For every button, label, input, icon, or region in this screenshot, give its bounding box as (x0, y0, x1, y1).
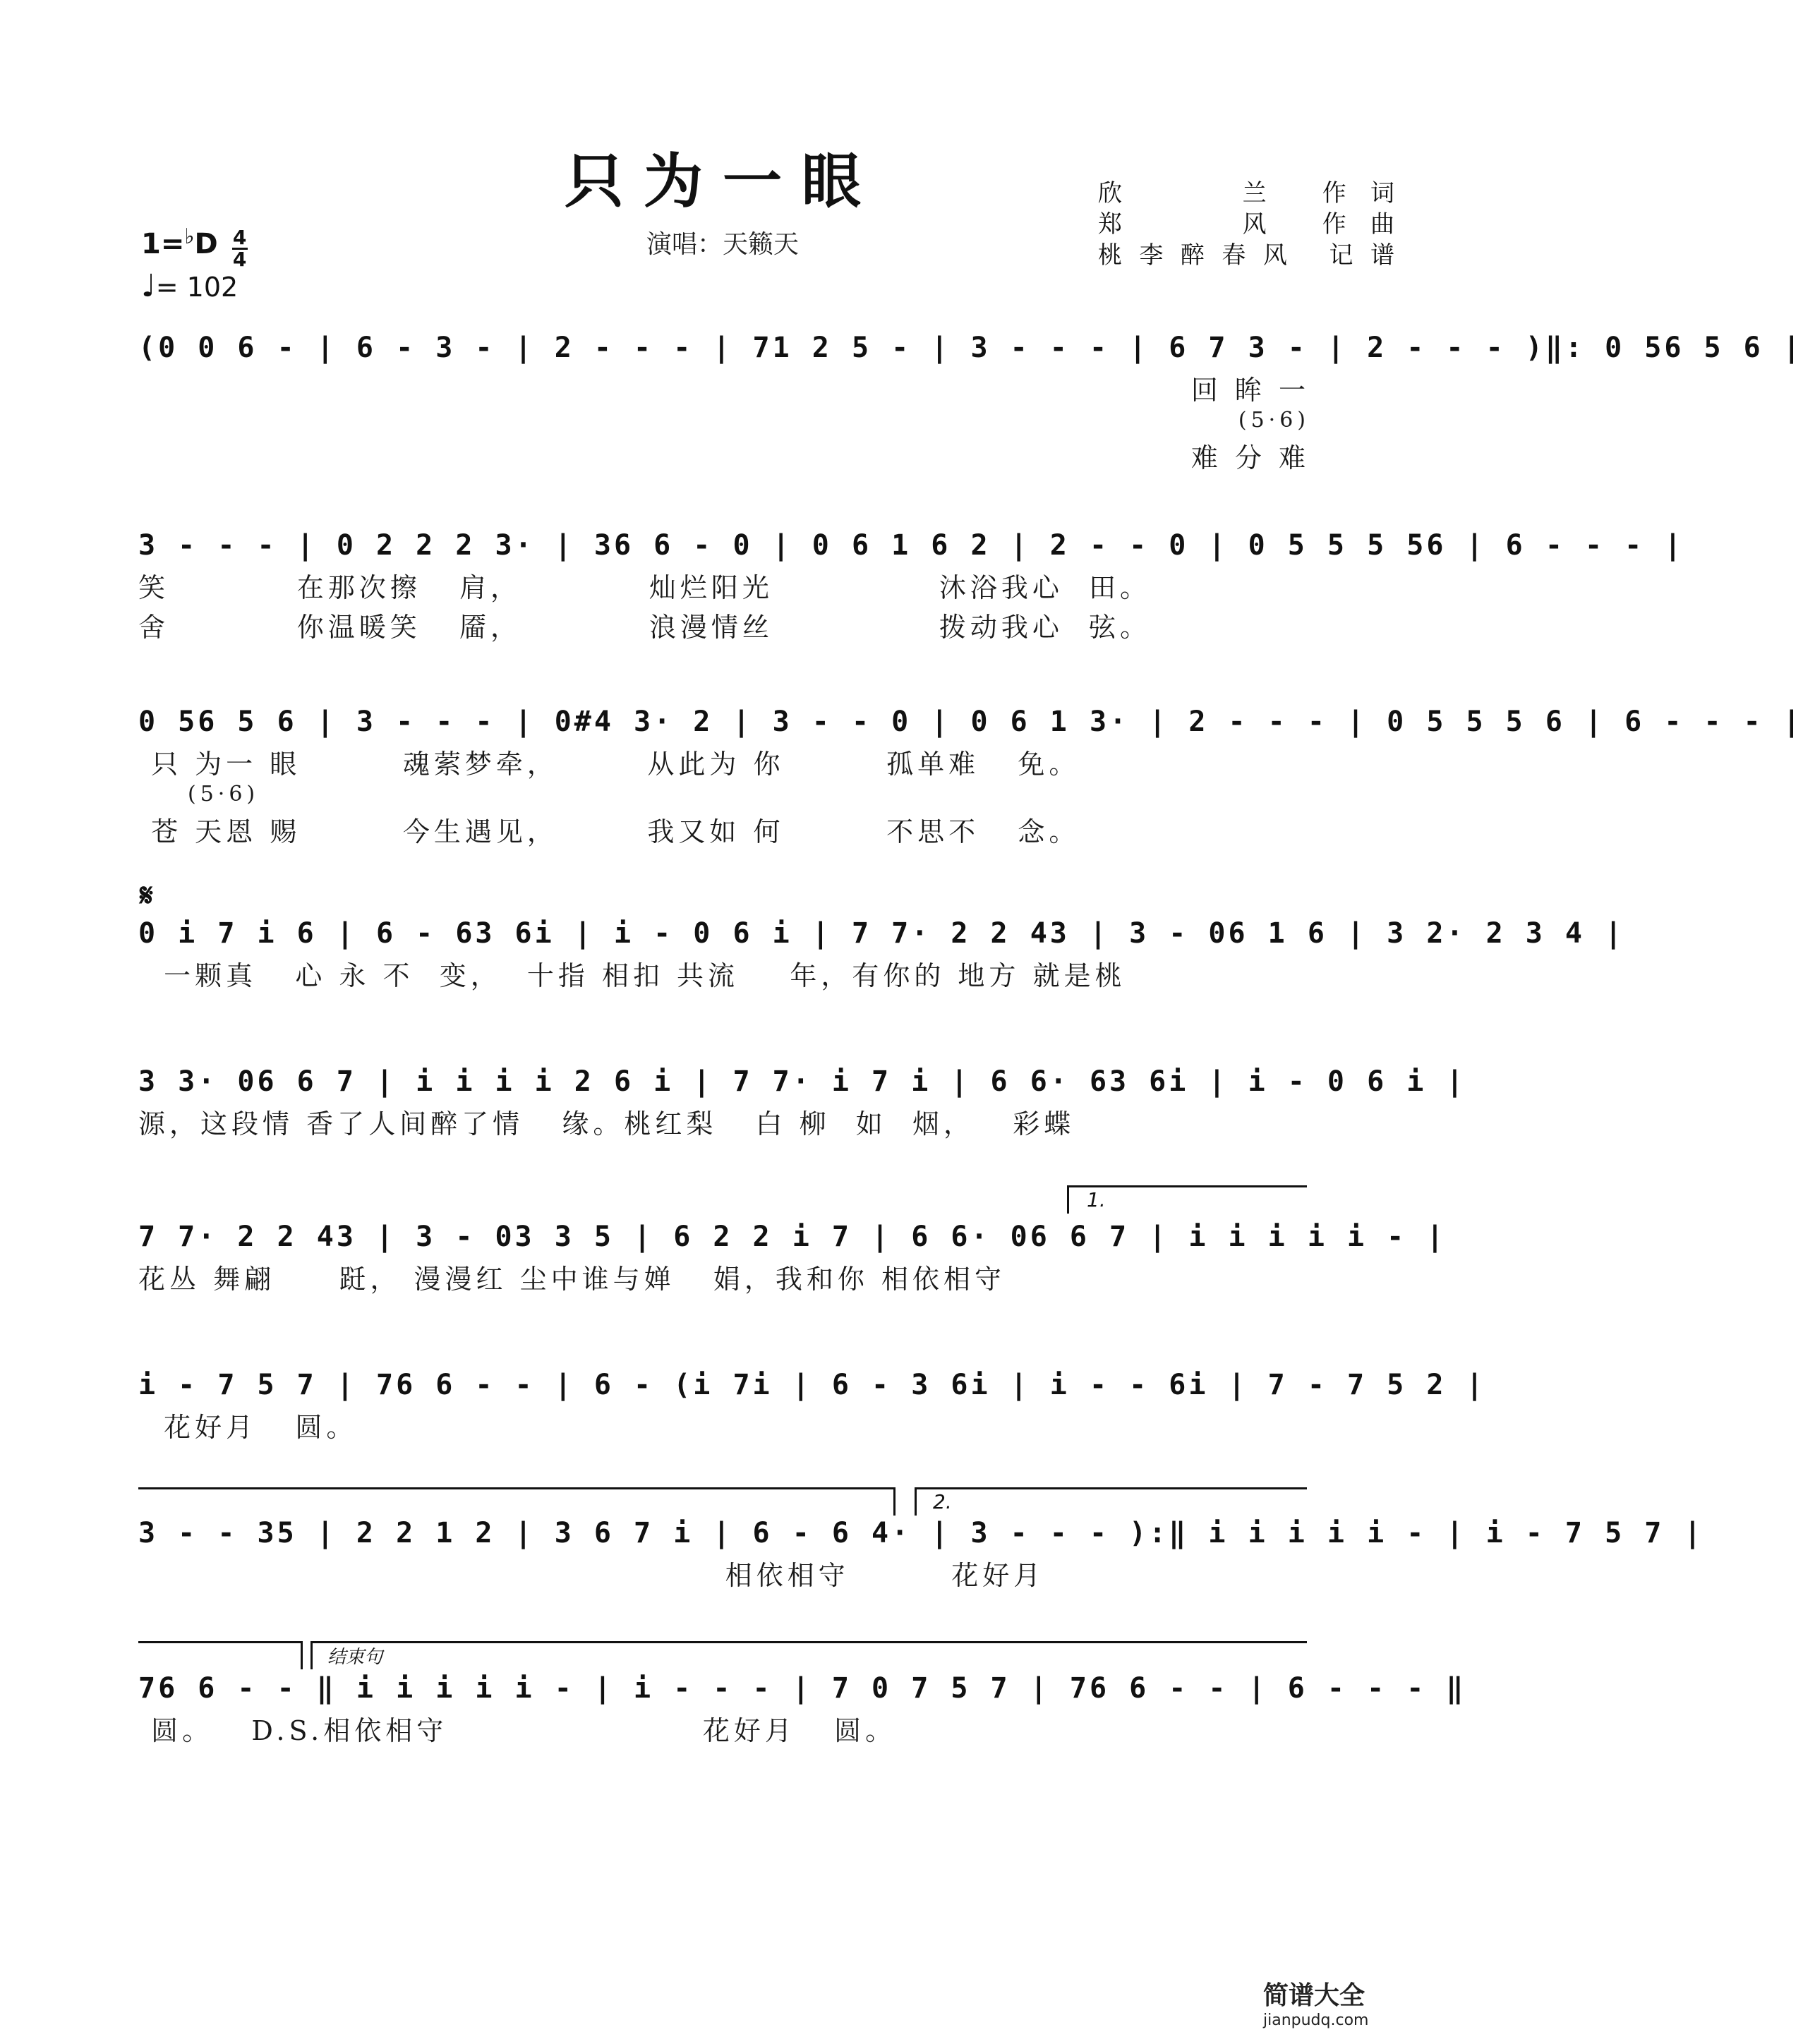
lyric-line: 圆。 D.S.相依相守 花好月 圆。 (138, 1715, 897, 1746)
credits (1098, 178, 1394, 271)
notes-line: 0 i 7 i 6 | 6 - 63 6i | i - 0 6 i | 7 7· 2 2 43 | 3 - 06 1 6 | 3 2· 2 3 4 | (138, 917, 1625, 950)
volta-1-continuation (138, 1487, 893, 1489)
notes-line: 76 6 - - ‖ i i i i i - | i - - - | 7 0 7 5 7 | 76 6 - - | 6 - - - ‖ (138, 1672, 1466, 1705)
volta-2-end-hook (301, 1641, 303, 1669)
time-top: 4 (232, 226, 247, 249)
score-system-6 (138, 1221, 1447, 1297)
lyric-line: 只 为一 眼 魂萦梦牵， 从此为 你 孤单难 免。 (138, 749, 1080, 780)
lyric-alt-notes: (5·6) (188, 782, 260, 806)
lyric-line: 苍 天恩 赐 今生遇见， 我又如 何 不思不 念。 (138, 816, 1080, 847)
time-bottom: 4 (232, 248, 247, 271)
volta-1-bracket (1067, 1185, 1307, 1187)
volta-2-continuation (138, 1641, 301, 1643)
singer-line: 演唱：天籁天 (646, 230, 799, 259)
lyric-line: 相依相守 花好月 (138, 1560, 1045, 1591)
score-system-7 (138, 1369, 1486, 1445)
credit-composer: 郑 风 作曲 (1098, 210, 1394, 238)
notes-line: (0 0 6 - | 6 - 3 - | 2 - - - | 71 2 5 - | 3 - - - | 6 7 3 - | 2 - - - )‖: 0 56 5 6 | (138, 332, 1803, 364)
volta-1-label: 1. (1087, 1188, 1106, 1211)
lyric-line: 花好月 圆。 (138, 1412, 358, 1443)
page-title: 只为一眼 (564, 146, 881, 216)
ending-bracket (310, 1641, 1307, 1643)
lyric-line: 难 分 难 (1190, 442, 1310, 473)
notes-line: 3 - - - | 0 2 2 2 3· | 36 6 - 0 | 0 6 1 6 2 | 2 - - 0 | 0 5 5 5 56 | 6 - - - | (138, 529, 1684, 562)
lyric-alt-notes: (5·6) (1238, 408, 1310, 433)
tempo-mark (141, 268, 238, 304)
volta-1-end-hook (893, 1487, 896, 1516)
key-note: D (194, 228, 218, 260)
credit-lyricist: 欣 兰 作词 (1098, 179, 1394, 207)
ending-label: 结束句 (327, 1647, 383, 1668)
score-system-8 (138, 1517, 1704, 1593)
notes-line: 7 7· 2 2 43 | 3 - 03 3 5 | 6 2 2 i 7 | 6 6· 06 6 7 | i i i i i - | (138, 1221, 1447, 1253)
credit-transcriber: 桃李醉春风 记谱 (1098, 241, 1394, 270)
notes-line: 0 56 5 6 | 3 - - - | 0#4 3· 2 | 3 - - 0 | 0 6 1 3· | 2 - - - | 0 5 5 5 6 | 6 - - - | (138, 706, 1803, 738)
key-label: 1= (141, 228, 185, 260)
notes-line: 3 - - 35 | 2 2 1 2 | 3 6 7 i | 6 - 6 4· | 3 - - - ):‖ i i i i i - | i - 7 5 7 | (138, 1517, 1704, 1549)
watermark-url: jianpudq.com (1263, 2012, 1369, 2029)
key-signature (141, 224, 248, 270)
lyric-line: 源，这段情 香了人间醉了情 缘。桃红梨 白 柳 如 烟， 彩蝶 (138, 1108, 1075, 1139)
score-system-1 (138, 332, 1803, 476)
notes-line: i - 7 5 7 | 76 6 - - | 6 - (i 7i | 6 - 3 6i | i - - 6i | 7 - 7 5 2 | (138, 1369, 1486, 1401)
lyric-line: 回 眸 一 (1190, 375, 1310, 406)
tempo-value: = 102 (155, 272, 239, 303)
lyric-line: 笑 在那次擦 肩， 灿烂阳光 沐浴我心 田。 (138, 572, 1152, 603)
watermark-name: 简谱大全 (1263, 1981, 1365, 2010)
segno-icon: 𝄋 (140, 878, 153, 914)
score-system-4 (138, 917, 1625, 993)
volta-2-hook (915, 1487, 917, 1516)
lyric-line: 舍 你温暖笑 靥， 浪漫情丝 拨动我心 弦。 (138, 612, 1152, 643)
volta-1-hook (1067, 1185, 1069, 1214)
time-signature (232, 228, 248, 270)
score-system-9 (138, 1672, 1466, 1748)
lyric-line: 花丛 舞翩 跹， 漫漫红 尘中谁与婵 娟，我和你 相依相守 (138, 1264, 1006, 1295)
lyric-line: 一颗真 心 永 不 变， 十指 相扣 共流 年，有你的 地方 就是桃 (138, 960, 1126, 991)
notes-line: 3 3· 06 6 7 | i i i i 2 6 i | 7 7· i 7 i | 6 6· 63 6i | i - 0 6 i | (138, 1065, 1466, 1098)
flat-icon: ♭ (184, 224, 195, 249)
ending-hook (310, 1641, 313, 1669)
volta-2-label: 2. (933, 1490, 952, 1513)
volta-2-bracket (915, 1487, 1307, 1489)
score-system-3 (138, 706, 1803, 849)
score-system-5 (138, 1065, 1466, 1142)
score-system-2 (138, 529, 1684, 645)
watermark-logo (1263, 1976, 1433, 2029)
quarter-note-icon: ♩ (141, 268, 156, 304)
